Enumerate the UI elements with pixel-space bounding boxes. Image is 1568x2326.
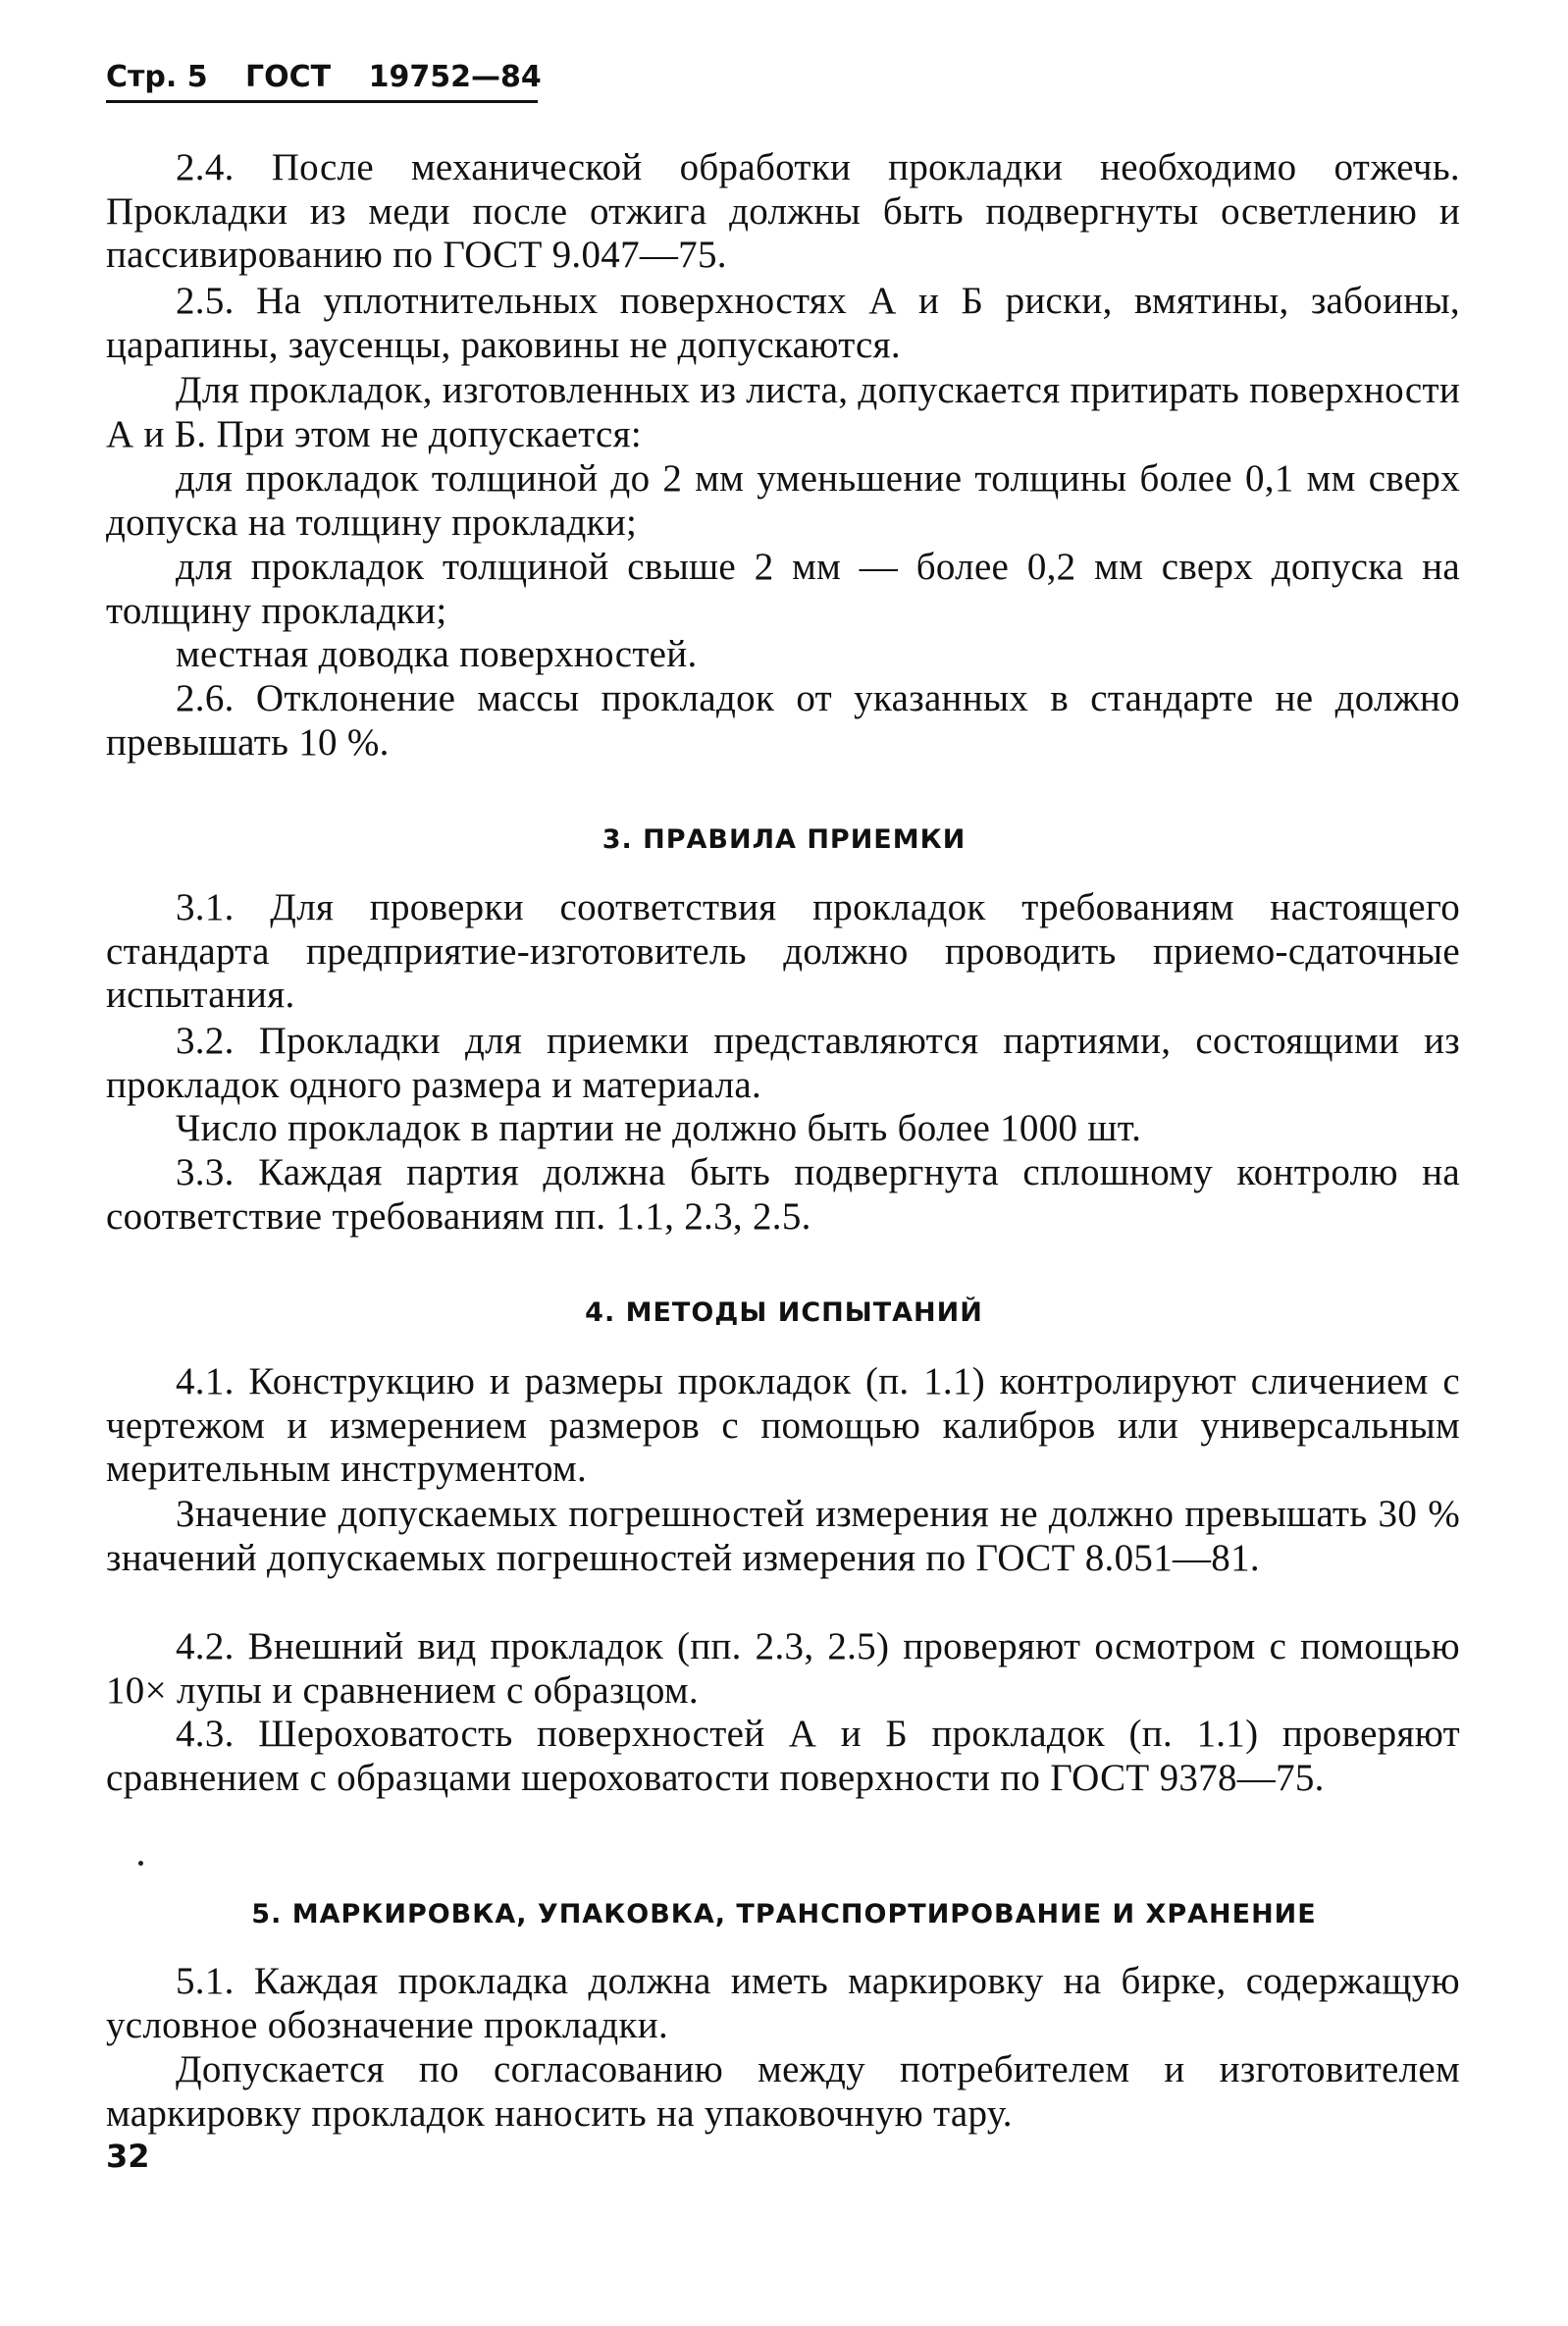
paragraph-4-1-errors: Значение допускаемых погрешностей измерения не должно превышать 30 % значений допускаемых погрешностей измерения по ГОСТ 8.051—81. [106,1493,1460,1579]
paragraph-4-1: 4.1. Конструкцию и размеры прокладок (п. 1.1) контролируют сличением с чертежом и измерением размеров с помощью калибров или универсальным мерительным инструментом. [106,1360,1460,1490]
paragraph-5-1-packaging: Допускается по согласованию между потребителем и изготовителем маркировку прокладок наносить на упаковочную тару. [106,2048,1460,2135]
paragraph-2-5-sheet: Для прокладок, изготовленных из листа, допускается притирать поверхности А и Б. При этом не допускается: [106,369,1460,455]
paragraph-3-3: 3.3. Каждая партия должна быть подвергнута сплошному контролю на соответствие требованиям пп. 1.1, 2.3, 2.5. [106,1151,1460,1238]
paragraph-3-2-count: Число прокладок в партии не должно быть более 1000 шт. [176,1107,1142,1149]
page-header [106,60,542,103]
section-heading-5: 5. МАРКИРОВКА, УПАКОВКА, ТРАНСПОРТИРОВАНИЕ И ХРАНЕНИЕ [251,1899,1317,1930]
header-page-label: Стр. 5 [106,60,208,94]
section-heading-4: 4. МЕТОДЫ ИСПЫТАНИЙ [585,1297,983,1328]
paragraph-2-4: 2.4. После механической обработки прокладки необходимо отжечь. Прокладки из меди после отжига должны быть подвергнуты осветлению и пассивированию по ГОСТ 9.047—75. [106,146,1460,276]
header-number: 19752—84 [368,60,542,94]
paragraph-4-3: 4.3. Шероховатость поверхностей А и Б прокладок (п. 1.1) проверяют сравнением с образцами шероховатости поверхности по ГОСТ 9378—75. [106,1713,1460,1799]
paragraph-2-6: 2.6. Отклонение массы прокладок от указанных в стандарте не должно превышать 10 %. [106,677,1460,764]
paragraph-3-1: 3.1. Для проверки соответствия прокладок требованиям настоящего стандарта предприятие-изготовитель должно проводить приемо-сдаточные испытания. [106,886,1460,1016]
page-number: 32 [106,2138,150,2175]
paragraph-2-5-up-to-2mm: для прокладок толщиной до 2 мм уменьшение толщины более 0,1 мм сверх допуска на толщину прокладки; [106,457,1460,544]
paragraph-2-5-over-2mm: для прокладок толщиной свыше 2 мм — более 0,2 мм сверх допуска на толщину прокладки; [106,546,1460,632]
paragraph-2-5: 2.5. На уплотнительных поверхностях А и Б риски, вмятины, забоины, царапины, заусенцы, раковины не допускаются. [106,280,1460,366]
section-heading-3: 3. ПРАВИЛА ПРИЕМКИ [601,824,967,855]
speck-mark [138,1861,143,1866]
header-standard: ГОСТ [245,60,332,94]
paragraph-2-5-local: местная доводка поверхностей. [176,633,698,675]
paragraph-4-2: 4.2. Внешний вид прокладок (пп. 2.3, 2.5) проверяют осмотром с помощью 10× лупы и сравнением с образцом. [106,1625,1460,1712]
paragraph-3-2: 3.2. Прокладки для приемки представляются партиями, состоящими из прокладок одного размера и материала. [106,1020,1460,1106]
paragraph-5-1: 5.1. Каждая прокладка должна иметь маркировку на бирке, содержащую условное обозначение прокладки. [106,1960,1460,2046]
